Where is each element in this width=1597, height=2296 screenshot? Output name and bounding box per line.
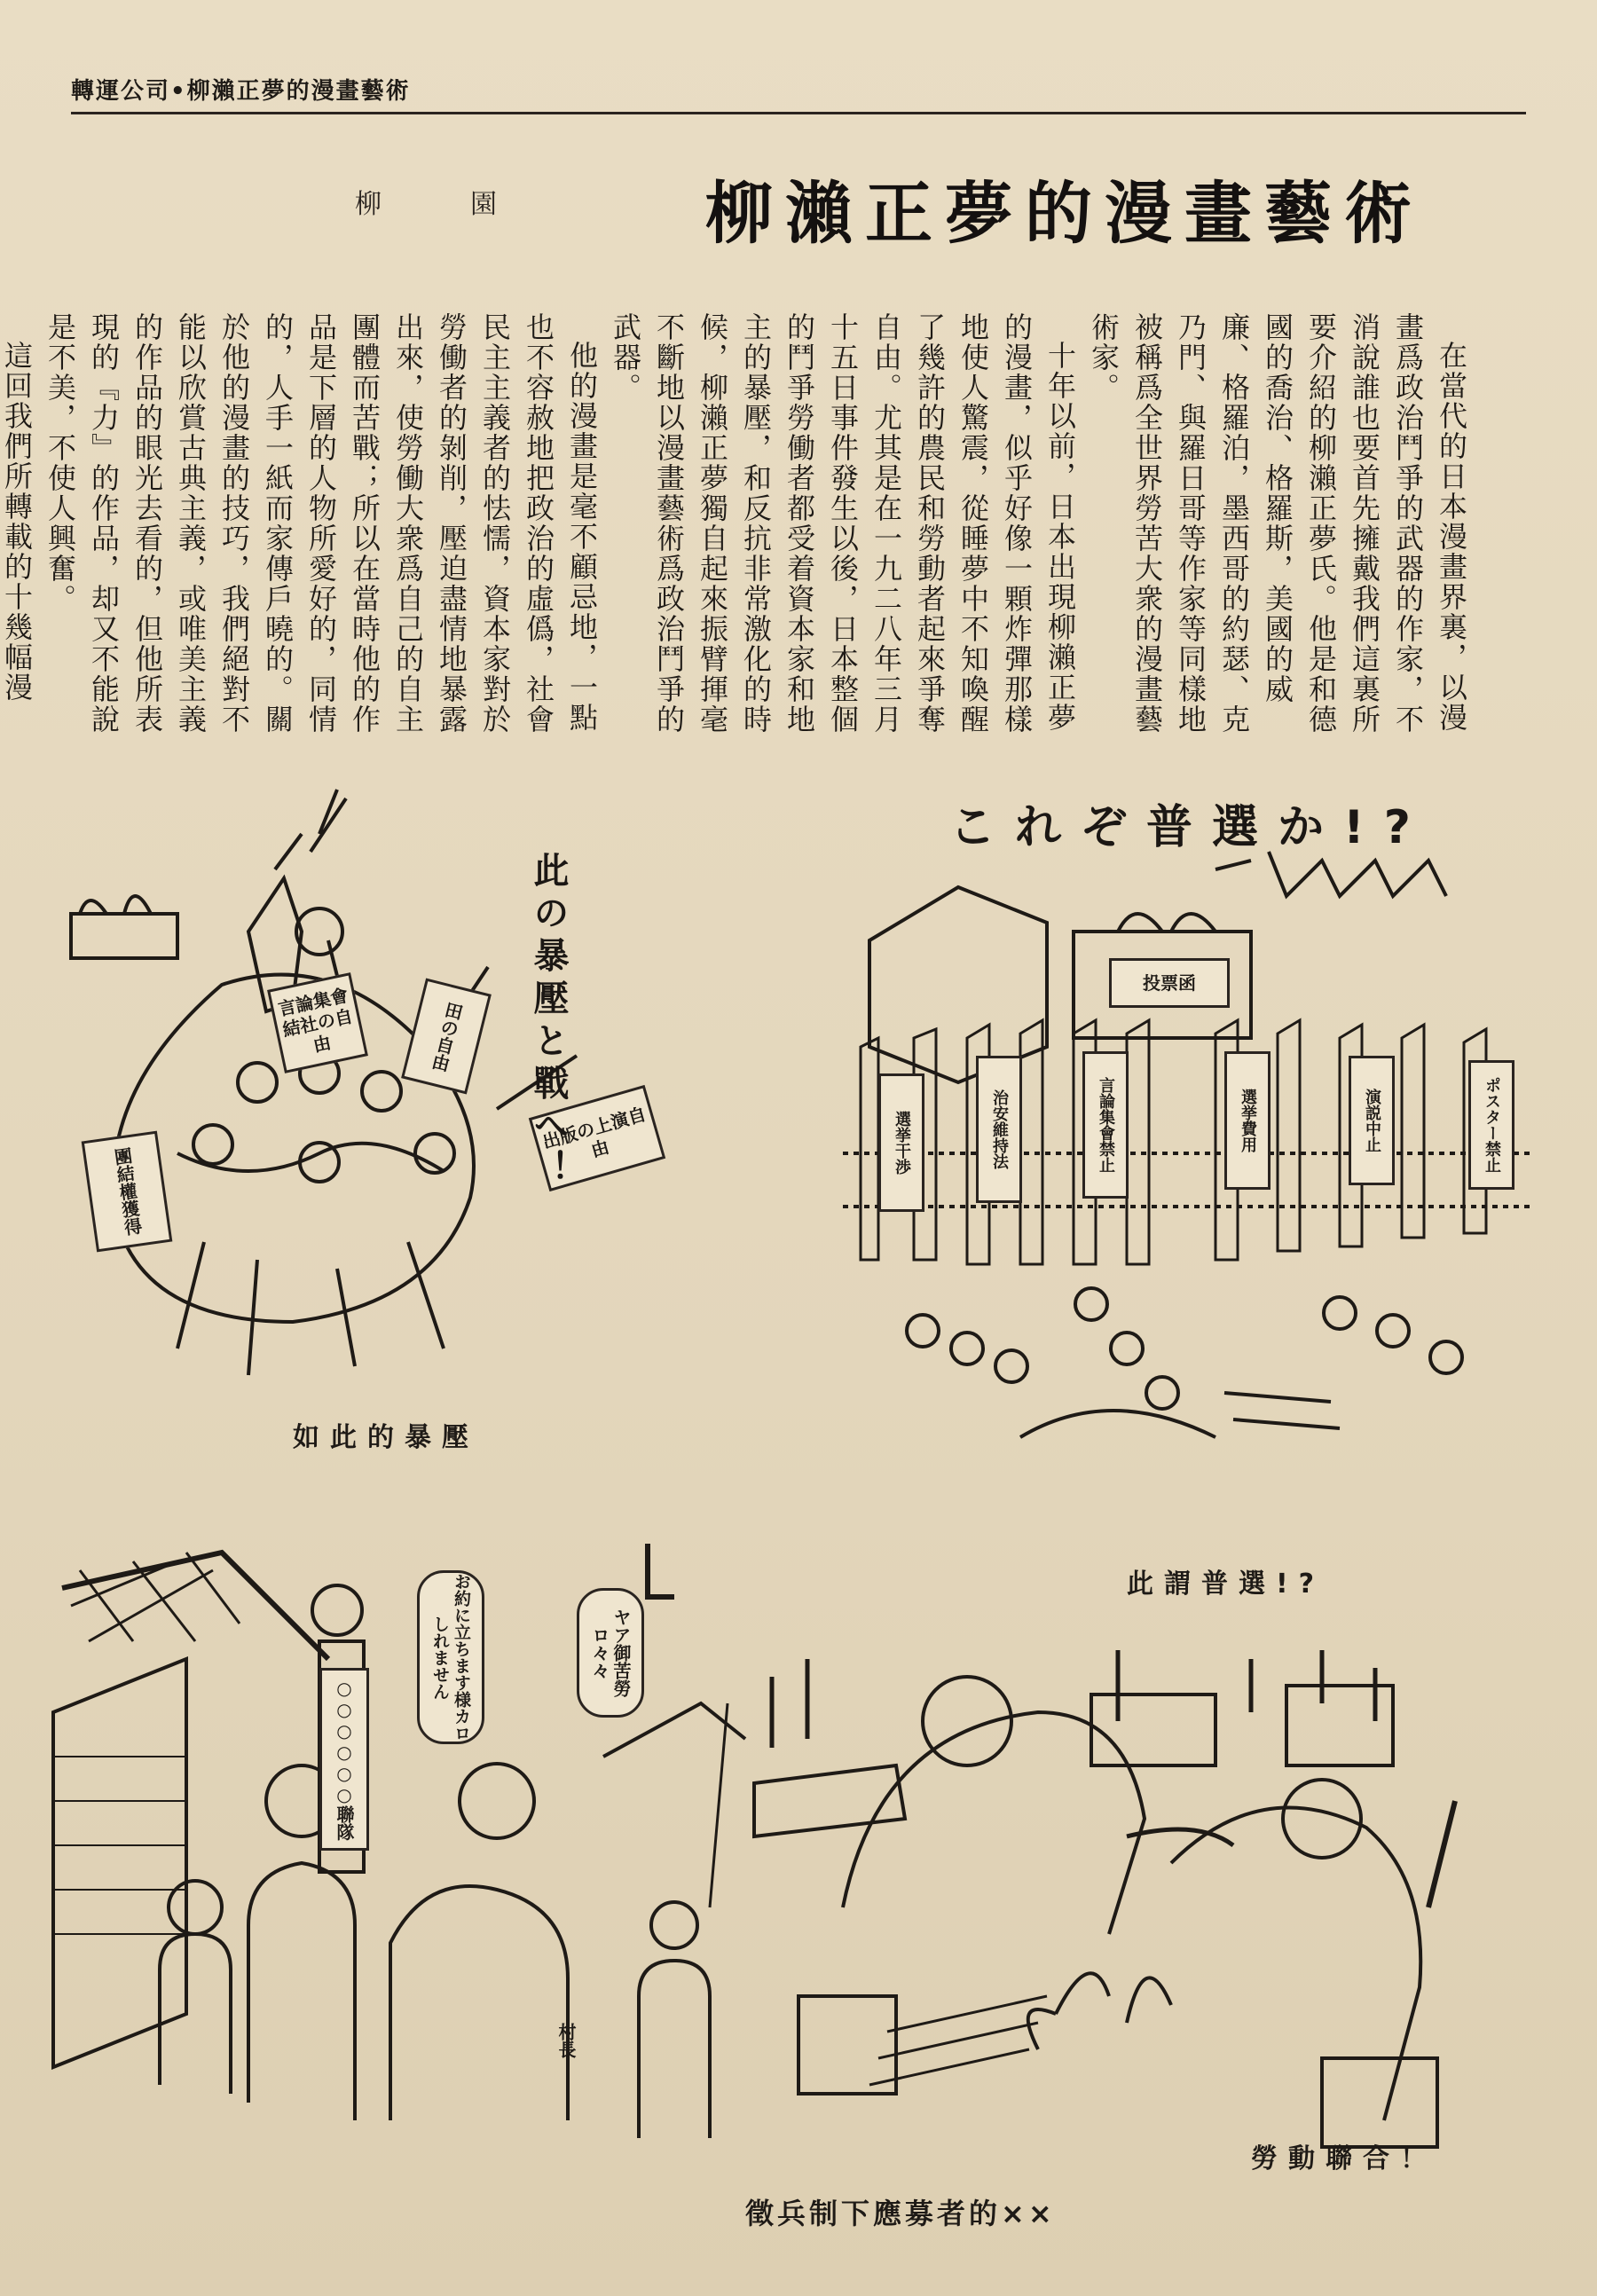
fence-sign: 選挙費用 <box>1224 1051 1271 1190</box>
article-title: 柳瀨正夢的漫畫藝術 <box>705 174 1424 253</box>
cartoon-oppression <box>53 781 763 1402</box>
header-rule <box>71 112 1526 114</box>
page-footer: 徵兵制下應募者的×× <box>745 2197 1056 2230</box>
ballot-box-label: 投票函 <box>1109 958 1230 1008</box>
running-head: 轉運公司•柳瀨正夢的漫畫藝術 <box>71 78 411 105</box>
village-head-label: 村長 <box>555 2023 577 2058</box>
cartoon-caption: 此謂普選!? <box>1127 1569 1326 1600</box>
cartoon-title: これぞ普選か!? <box>949 801 1430 854</box>
cartoon-conscription-drawing <box>53 1535 754 2182</box>
placard: 出版の上演自由 <box>529 1085 665 1191</box>
fence-sign: 選挙干渉 <box>878 1073 924 1212</box>
paragraph: 這回我們所轉載的十幾幅漫 <box>0 341 34 703</box>
paragraph: 在當代的日本漫畫界裏，以漫畫爲政治鬥爭的武器的作家，不消說誰也要首先擁戴我們這裏所要介紹的柳瀨正夢氏。他是和德國的喬治、格羅斯，美國的威廉、格羅泊，墨西哥的約瑟、克乃門、與羅日哥等作家等同樣地被稱爲全世界勞苦大衆的漫畫藝術家。 <box>1087 312 1468 735</box>
cartoon-union-drawing <box>754 1641 1482 2182</box>
cartoon-oppression-drawing <box>53 781 763 1402</box>
fence-sign: 治安維持法 <box>976 1056 1022 1203</box>
fence-sign: 言論集會禁止 <box>1082 1051 1129 1199</box>
article-body <box>0 312 1473 756</box>
cartoon-caption: 如此的暴壓 <box>293 1422 479 1453</box>
cartoon-universal-suffrage <box>843 781 1535 1490</box>
paragraph: 十年以前，日本出現柳瀨正夢的漫畫，似乎好像一顆炸彈那樣地使人驚震，從睡夢中不知喚醒了幾許的農民和勞動者起來爭奪自由。尤其是在一九二八年三月十五日事件發生以後，日本整個的鬥爭勞働者都受着資本家和地主的暴壓，和反抗非常激化的時候，柳瀨正夢獨自起來振臂揮毫不斷地以漫畫藝術爲政治鬥爭的武器。 <box>609 312 1077 735</box>
speech-bubble: ヤア御苦勞ロ々々 <box>577 1588 644 1718</box>
fence-sign: ポスター禁止 <box>1468 1060 1514 1190</box>
paragraph: 他的漫畫是毫不顧忌地，一點也不容赦地把政治的虛僞，社會民主主義者的怯懦，資本家對於勞働者的剝削，壓迫盡情地暴露出來，使勞働大衆爲自己的自主團體而苦戰；所以在當時他的作品是下層的人物所愛好的，同情的，人手一紙而家傳戶曉的。關於他的漫畫的技巧，我們絕對不能以欣賞古典主義，或唯美主義的作品的眼光去看的，但他所表現的『力』的作品，却又不能說是不美，不使人興奮。 <box>43 312 599 735</box>
cartoon-labour-union <box>754 1641 1482 2182</box>
cartoon-caption: 勞動聯合！ <box>1251 2143 1437 2174</box>
cartoon-suffrage-drawing <box>843 781 1535 1490</box>
placard: 田の自由 <box>401 979 492 1095</box>
cartoon-title: 此の暴壓と戰へ！ <box>528 852 569 1192</box>
article-author: 柳園 <box>355 189 586 220</box>
placard: 言論集會結社の自由 <box>267 972 368 1073</box>
placard: 團結權獲得 <box>82 1131 173 1253</box>
cartoon-conscription <box>53 1535 754 2182</box>
speech-bubble: お約に立ちます様カロしれません <box>417 1570 484 1744</box>
regiment-banner: ○○○○○○聯隊 <box>319 1668 369 1851</box>
fence-sign: 演説中止 <box>1349 1056 1395 1185</box>
